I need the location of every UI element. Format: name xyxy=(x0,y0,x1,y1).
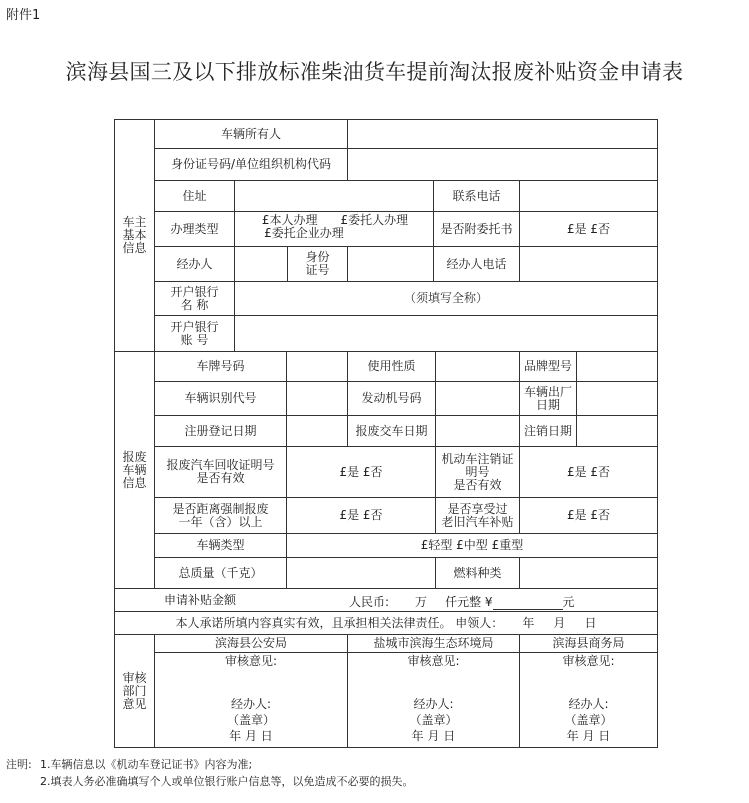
bank-name-field[interactable]: （须填写全称） xyxy=(403,291,488,305)
address-label: 住址 xyxy=(182,188,207,203)
scrap-date-field[interactable] xyxy=(436,416,519,446)
review-date-label: 年 月 日 xyxy=(411,729,456,743)
reg-date-field[interactable] xyxy=(287,416,347,446)
address-field[interactable] xyxy=(235,181,433,211)
handle-type-options xyxy=(240,214,430,240)
recycle-cert-label: 报废汽车回收证明号 是否有效 xyxy=(166,458,275,485)
vehicle-type-options[interactable]: £轻型 £中型 £重型 xyxy=(420,538,524,552)
usage-label: 使用性质 xyxy=(367,359,416,373)
owner-name-label: 车辆所有人 xyxy=(220,126,281,141)
note-line-1: 1.车辆信息以《机动车登记证书》内容为准; xyxy=(40,758,253,771)
factory-date-field[interactable] xyxy=(577,382,657,415)
handle-opt-self[interactable]: £本人办理 xyxy=(261,213,318,227)
review-section-label: 审核 部门 意见 xyxy=(122,670,147,711)
plate-field[interactable] xyxy=(287,352,347,381)
attachment-label: 附件1 xyxy=(6,8,41,23)
agent-id-field[interactable] xyxy=(348,247,433,281)
pledge-statement: 本人承诺所填内容真实有效，且承担相关法律责任。 申领人： 年 月 日 xyxy=(175,615,597,630)
vehicle-type-label: 车辆类型 xyxy=(196,538,245,552)
old-subsidy-options[interactable]: £是 £否 xyxy=(566,508,611,522)
grid-line xyxy=(657,119,658,748)
agent-name-field[interactable] xyxy=(235,247,287,281)
within-year-label: 是否距离强制报废 一年（含）以上 xyxy=(172,501,269,529)
subsidy-wan: 万 xyxy=(415,595,428,609)
review-handler-label: 经办人: xyxy=(568,697,609,711)
review-box-environment[interactable] xyxy=(348,653,519,747)
weight-field[interactable] xyxy=(287,558,435,588)
cancel-date-label: 注销日期 xyxy=(523,423,572,438)
dereg-cert-label: 机动车注销证 明号 是否有效 xyxy=(441,451,514,492)
notes-prefix: 注明: xyxy=(6,758,32,771)
attach-entrust-label: 是否附委托书 xyxy=(440,221,513,236)
page-title: 滨海县国三及以下排放标准柴油货车提前淘汰报废补贴资金申请表 xyxy=(65,60,684,84)
review-box-police[interactable] xyxy=(155,653,347,747)
vin-field[interactable] xyxy=(287,382,347,415)
within-year-options[interactable]: £是 £否 xyxy=(339,508,383,522)
reg-date-label: 注册登记日期 xyxy=(184,423,257,438)
review-handler-label: 经办人: xyxy=(413,697,454,711)
amount-underline xyxy=(493,597,563,610)
agent-phone-field[interactable] xyxy=(520,247,657,281)
dept-police: 滨海县公安局 xyxy=(214,636,287,650)
dept-environment: 盐城市滨海生态环境局 xyxy=(373,636,494,650)
agent-phone-label: 经办人电话 xyxy=(446,256,507,271)
review-date-label: 年 月 日 xyxy=(566,729,611,743)
brand-field[interactable] xyxy=(577,352,657,381)
dept-commerce: 滨海县商务局 xyxy=(552,636,625,650)
subsidy-qian: 仟元整 ¥ xyxy=(445,595,493,609)
handle-opt-company[interactable]: £委托企业办理 xyxy=(264,226,344,240)
note-line-2: 2.填表人务必准确填写个人或单位银行账户信息等，以免造成不必要的损失。 xyxy=(40,775,414,788)
bank-name-label: 开户银行 名 称 xyxy=(170,284,219,312)
id-number-label: 身份证号码/单位组织机构代码 xyxy=(170,157,332,171)
owner-name-field[interactable] xyxy=(348,120,657,148)
factory-date-label: 车辆出厂 日期 xyxy=(523,384,572,412)
subsidy-label: 申请补贴金额 xyxy=(163,592,236,607)
subsidy-yuan: 元 xyxy=(562,595,575,609)
dereg-cert-options[interactable]: £是 £否 xyxy=(566,464,611,479)
review-seal-label: （盖章） xyxy=(226,713,275,727)
grid-line xyxy=(234,211,235,246)
review-opinion-label: 审核意见: xyxy=(562,654,615,668)
recycle-cert-options[interactable]: £是 £否 xyxy=(339,464,383,479)
bank-account-field[interactable] xyxy=(235,316,657,351)
review-handler-label: 经办人: xyxy=(230,697,272,711)
engine-label: 发动机号码 xyxy=(361,391,422,405)
review-box-commerce[interactable] xyxy=(520,653,657,747)
phone-label: 联系电话 xyxy=(452,188,501,203)
grid-line xyxy=(114,747,658,748)
review-date-label: 年 月 日 xyxy=(229,729,273,743)
fuel-field[interactable] xyxy=(520,558,657,588)
brand-label: 品牌型号 xyxy=(523,359,572,373)
handle-opt-entrust[interactable]: £委托人办理 xyxy=(340,213,409,227)
agent-id-label: 身份 证号 xyxy=(305,250,330,277)
owner-section-label: 车主 基本 信息 xyxy=(122,215,147,255)
handle-type-label: 办理类型 xyxy=(170,221,219,236)
review-opinion-label: 审核意见: xyxy=(407,654,460,668)
weight-label: 总质量（千克） xyxy=(178,565,263,580)
phone-field[interactable] xyxy=(520,181,657,211)
review-opinion-label: 审核意见: xyxy=(224,654,278,668)
usage-field[interactable] xyxy=(436,352,519,381)
plate-label: 车牌号码 xyxy=(196,359,245,373)
bank-account-label: 开户银行 账 号 xyxy=(170,319,219,347)
agent-label: 经办人 xyxy=(176,256,213,271)
subsidy-rmb: 人民币: xyxy=(349,595,390,609)
vin-label: 车辆识别代号 xyxy=(184,391,257,405)
fuel-label: 燃料种类 xyxy=(453,565,502,580)
attach-entrust-options[interactable]: £是 £否 xyxy=(566,221,611,236)
id-number-field[interactable] xyxy=(348,149,657,180)
subsidy-amount-field[interactable] xyxy=(349,593,575,610)
review-seal-label: （盖章） xyxy=(409,713,458,727)
vehicle-section-label: 报废 车辆 信息 xyxy=(122,449,147,490)
review-seal-label: （盖章） xyxy=(564,713,613,727)
cancel-date-field[interactable] xyxy=(577,416,657,446)
old-subsidy-label: 是否享受过 老旧汽车补贴 xyxy=(441,501,514,529)
engine-field[interactable] xyxy=(436,382,519,415)
scrap-date-label: 报废交车日期 xyxy=(355,423,428,438)
